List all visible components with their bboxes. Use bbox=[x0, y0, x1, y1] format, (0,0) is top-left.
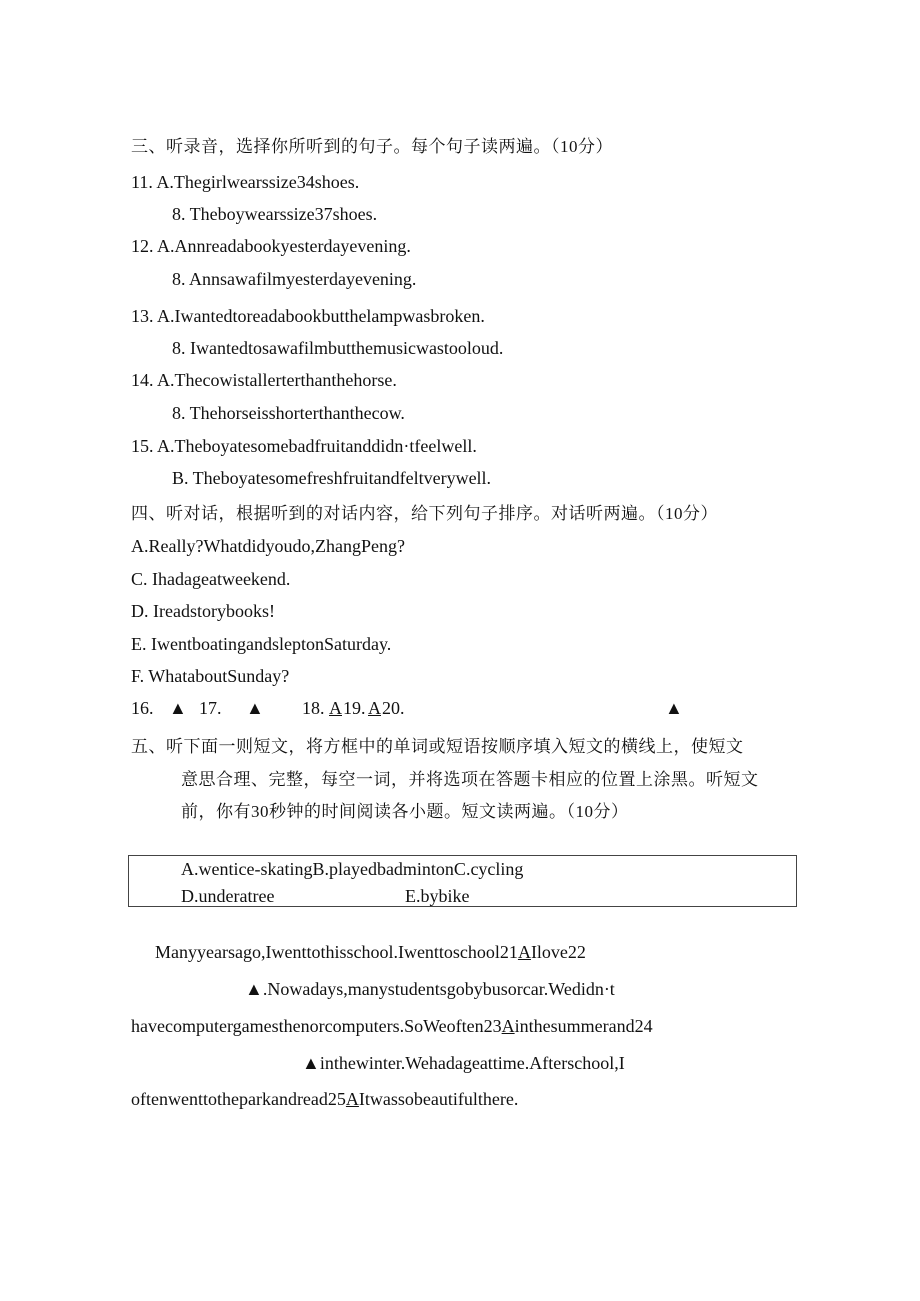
section3-heading: 三、听录音，选择你所听到的句子。每个句子读两遍。（10分） bbox=[131, 137, 613, 156]
section4-heading: 四、听对话，根据听到的对话内容，给下列句子排序。对话听两遍。（10分） bbox=[131, 504, 718, 523]
section5-heading-line2: 意思合理、完整，每空一词，并将选项在答题卡相应的位置上涂黑。听短文 bbox=[181, 770, 759, 789]
blank-21: A bbox=[517, 942, 531, 962]
passage-text: .Nowadays,manystudentsgobybusorcar.Wedidn·t bbox=[262, 979, 615, 999]
answer-16-label: 16. bbox=[131, 698, 154, 718]
answer-19-label: 19. bbox=[343, 698, 366, 718]
answer-19-blank: A bbox=[368, 698, 381, 718]
answer-18-label: 18. bbox=[302, 698, 325, 718]
q12-option-a: 12. A.Annreadabookyesterdayevening. bbox=[131, 236, 411, 256]
answer-17-blank: ▲ bbox=[246, 698, 264, 718]
passage-text: Ilove22 bbox=[530, 942, 586, 962]
dialog-sentence-d: D. Ireadstorybooks! bbox=[131, 601, 275, 621]
blank-22: ▲ bbox=[245, 979, 263, 999]
word-options-line1: A.wentice-skatingB.playedbadmintonC.cycling bbox=[181, 859, 524, 879]
q13-option-a: 13. A.Iwantedtoreadabookbutthelampwasbroken. bbox=[131, 306, 485, 326]
q15-option-b: B. Theboyatesomefreshfruitandfeltverywell. bbox=[172, 468, 492, 488]
passage-text: oftenwenttotheparkandread25 bbox=[131, 1089, 346, 1109]
answer-16-blank: ▲ bbox=[169, 698, 187, 718]
passage-line-3 bbox=[131, 1015, 653, 1037]
passage-line-1 bbox=[155, 941, 586, 963]
q11-option-b: 8. Theboywearssize37shoes. bbox=[172, 204, 378, 224]
q15-option-a: 15. A.Theboyatesomebadfruitanddidn·tfeelwell. bbox=[131, 436, 477, 456]
dialog-sentence-e: E. IwentboatingandsleptonSaturday. bbox=[131, 634, 392, 654]
answer-20-blank: ▲ bbox=[665, 698, 683, 718]
blank-23: A bbox=[501, 1016, 515, 1036]
q14-option-a: 14. A.Thecowistallerterthanthehorse. bbox=[131, 370, 397, 390]
passage-text: havecomputergamesthenorcomputers.SoWeoften23 bbox=[131, 1016, 502, 1036]
answer-17-label: 17. bbox=[199, 698, 222, 718]
answer-18-blank: A bbox=[329, 698, 342, 718]
blank-25: A bbox=[345, 1089, 359, 1109]
q13-option-b: 8. Iwantedtosawafilmbutthemusicwastooloud. bbox=[172, 338, 504, 358]
dialog-sentence-f: F. WhataboutSunday? bbox=[131, 666, 290, 686]
passage-line-4 bbox=[302, 1052, 625, 1074]
answer-20-label: 20. bbox=[382, 698, 405, 718]
word-option-e: E.bybike bbox=[405, 886, 470, 906]
section5-heading-line3: 前，你有30秒钟的时间阅读各小题。短文读两遍。（10分） bbox=[181, 802, 629, 821]
dialog-sentence-a: A.Really?Whatdidyoudo,ZhangPeng? bbox=[131, 536, 405, 556]
passage-text: inthesummerand24 bbox=[514, 1016, 653, 1036]
section5-heading: 五、听下面一则短文，将方框中的单词或短语按顺序填入短文的横线上，使短文 bbox=[131, 737, 744, 756]
passage-text: Manyyearsago,Iwenttothisschool.Iwenttoschool21 bbox=[155, 942, 518, 962]
passage-line-2 bbox=[245, 978, 615, 1000]
q14-option-b: 8. Thehorseisshorterthanthecow. bbox=[172, 403, 405, 423]
word-option-d: D.underatree bbox=[181, 886, 275, 906]
dialog-sentence-c: C. Ihadageatweekend. bbox=[131, 569, 291, 589]
blank-24: ▲ bbox=[302, 1053, 320, 1073]
passage-line-5 bbox=[131, 1088, 518, 1110]
q11-option-a: 11. A.Thegirlwearssize34shoes. bbox=[131, 172, 360, 192]
passage-text: inthewinter.Wehadageattime.Afterschool,I bbox=[319, 1053, 625, 1073]
passage-text: Itwassobeautifulthere. bbox=[358, 1089, 519, 1109]
q12-option-b: 8. Annsawafilmyesterdayevening. bbox=[172, 269, 417, 289]
